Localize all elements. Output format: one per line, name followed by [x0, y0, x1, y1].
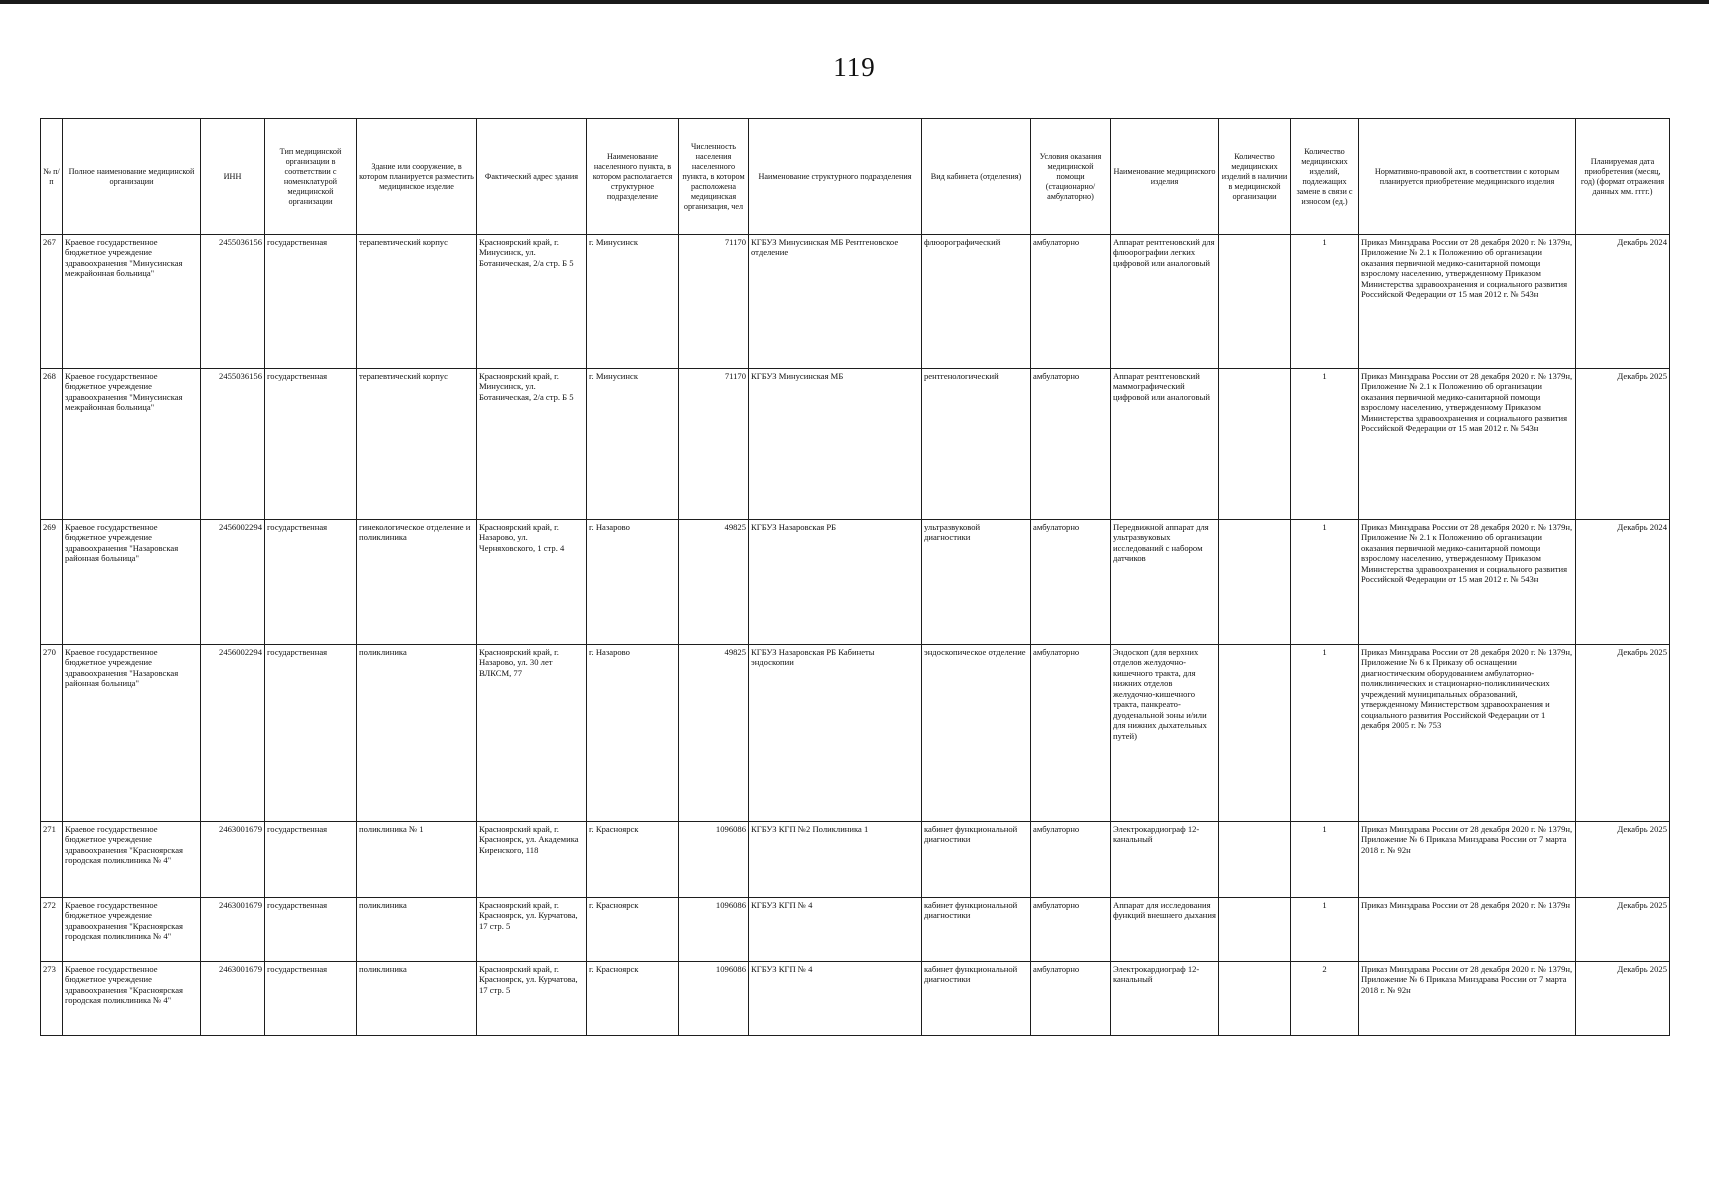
- col-header-available: Количество медицинских изделий в наличии в медицинской организации: [1219, 119, 1291, 235]
- cell-org: Краевое государственное бюджетное учреждение здравоохранения "Красноярская городская поликлиника № 4": [63, 898, 201, 962]
- cell-address: Красноярский край, г. Красноярск, ул. Курчатова, 17 стр. 5: [477, 898, 587, 962]
- cell-inn: 2456002294: [201, 645, 265, 822]
- cell-date: Декабрь 2025: [1576, 898, 1670, 962]
- cell-org: Краевое государственное бюджетное учреждение здравоохранения "Красноярская городская поликлиника № 4": [63, 822, 201, 898]
- cell-replace: 1: [1291, 235, 1359, 369]
- cell-no: 269: [41, 520, 63, 645]
- cell-inn: 2455036156: [201, 369, 265, 520]
- cell-available: [1219, 520, 1291, 645]
- cell-settlement: г. Минусинск: [587, 369, 679, 520]
- cell-act: Приказ Минздрава России от 28 декабря 2020 г. № 1379н, Приложение № 2.1 к Положению об организации оказания первичной медико-санитарной помощи взрослому населению, утвержденному Приказом Министерства здравоохранения и социального развития Российской Федерации от 15 мая 2012 г. № 543н: [1359, 520, 1576, 645]
- cell-date: Декабрь 2024: [1576, 520, 1670, 645]
- cell-no: 273: [41, 962, 63, 1036]
- cell-cabinet: ультразвуковой диагностики: [922, 520, 1031, 645]
- cell-act: Приказ Минздрава России от 28 декабря 2020 г. № 1379н, Приложение № 6 к Приказу об оснащении диагностическим оборудованием амбулаторно-поликлинических и стационарно-поликлинических учреждений муниципальных образований, утвержденному Министерством здравоохранения и социального развития Российской Федерации от 1 декабря 2005 г. № 753: [1359, 645, 1576, 822]
- equipment-table: [40, 118, 1670, 1036]
- cell-cabinet: эндоскопическое отделение: [922, 645, 1031, 822]
- table-row: [41, 235, 1670, 369]
- cell-cabinet: флюорографический: [922, 235, 1031, 369]
- cell-unit: КГБУЗ Назаровская РБ: [749, 520, 922, 645]
- cell-building: поликлиника: [357, 645, 477, 822]
- cell-building: поликлиника № 1: [357, 822, 477, 898]
- cell-replace: 1: [1291, 645, 1359, 822]
- cell-address: Красноярский край, г. Красноярск, ул. Академика Киренского, 118: [477, 822, 587, 898]
- cell-conditions: амбулаторно: [1031, 822, 1111, 898]
- col-header-replace: Количество медицинских изделий, подлежащих замене в связи с износом (ед.): [1291, 119, 1359, 235]
- cell-type: государственная: [265, 235, 357, 369]
- cell-population: 1096086: [679, 822, 749, 898]
- col-header-date: Планируемая дата приобретения (месяц, год) (формат отражения данных мм. гггг.): [1576, 119, 1670, 235]
- col-header-address: Фактический адрес здания: [477, 119, 587, 235]
- cell-type: государственная: [265, 898, 357, 962]
- page-number: 119: [833, 52, 876, 82]
- cell-available: [1219, 235, 1291, 369]
- scan-top-border: [0, 0, 1709, 4]
- cell-settlement: г. Красноярск: [587, 898, 679, 962]
- cell-replace: 1: [1291, 520, 1359, 645]
- cell-act: Приказ Минздрава России от 28 декабря 2020 г. № 1379н, Приложение № 6 Приказа Минздрава России от 7 марта 2018 г. № 92н: [1359, 962, 1576, 1036]
- col-header-type: Тип медицинской организации в соответствии с номенклатурой медицинской организации: [265, 119, 357, 235]
- cell-population: 71170: [679, 235, 749, 369]
- table-row: [41, 645, 1670, 822]
- cell-no: 267: [41, 235, 63, 369]
- cell-type: государственная: [265, 962, 357, 1036]
- cell-cabinet: рентгенологический: [922, 369, 1031, 520]
- cell-replace: 1: [1291, 822, 1359, 898]
- cell-building: терапевтический корпус: [357, 235, 477, 369]
- cell-act: Приказ Минздрава России от 28 декабря 2020 г. № 1379н, Приложение № 2.1 к Положению об организации оказания первичной медико-санитарной помощи взрослому населению, утвержденному Приказом Министерства здравоохранения и социального развития Российской Федерации от 15 мая 2012 г. № 543н: [1359, 235, 1576, 369]
- cell-date: Декабрь 2025: [1576, 962, 1670, 1036]
- cell-unit: КГБУЗ Минусинская МБ Рентгеновское отделение: [749, 235, 922, 369]
- cell-device: Электрокардиограф 12-канальный: [1111, 822, 1219, 898]
- table-header-row: [41, 119, 1670, 235]
- cell-device: Аппарат рентгеновский для флюорографии легких цифровой или аналоговый: [1111, 235, 1219, 369]
- cell-date: Декабрь 2025: [1576, 822, 1670, 898]
- cell-date: Декабрь 2025: [1576, 369, 1670, 520]
- cell-no: 272: [41, 898, 63, 962]
- col-header-conditions: Условия оказания медицинской помощи (стационарно/ амбулаторно): [1031, 119, 1111, 235]
- cell-cabinet: кабинет функциональной диагностики: [922, 962, 1031, 1036]
- cell-address: Красноярский край, г. Минусинск, ул. Ботаническая, 2/а стр. Б 5: [477, 235, 587, 369]
- cell-unit: КГБУЗ Минусинская МБ: [749, 369, 922, 520]
- cell-population: 1096086: [679, 962, 749, 1036]
- cell-population: 49825: [679, 520, 749, 645]
- col-header-unit: Наименование структурного подразделения: [749, 119, 922, 235]
- table-row: [41, 898, 1670, 962]
- cell-conditions: амбулаторно: [1031, 520, 1111, 645]
- cell-act: Приказ Минздрава России от 28 декабря 2020 г. № 1379н, Приложение № 6 Приказа Минздрава России от 7 марта 2018 г. № 92н: [1359, 822, 1576, 898]
- cell-available: [1219, 962, 1291, 1036]
- table-row: [41, 369, 1670, 520]
- cell-org: Краевое государственное бюджетное учреждение здравоохранения "Минусинская межрайонная больница": [63, 235, 201, 369]
- cell-type: государственная: [265, 369, 357, 520]
- cell-conditions: амбулаторно: [1031, 235, 1111, 369]
- cell-replace: 1: [1291, 369, 1359, 520]
- cell-population: 71170: [679, 369, 749, 520]
- cell-type: государственная: [265, 822, 357, 898]
- col-header-cabinet: Вид кабинета (отделения): [922, 119, 1031, 235]
- cell-building: гинекологическое отделение и поликлиника: [357, 520, 477, 645]
- cell-unit: КГБУЗ КГП № 4: [749, 962, 922, 1036]
- cell-address: Красноярский край, г. Назарово, ул. 30 лет ВЛКСМ, 77: [477, 645, 587, 822]
- cell-device: Эндоскоп (для верхних отделов желудочно-кишечного тракта, для нижних отделов желудочно-кишечного тракта, панкреато-дуоденальной зоны и/или для нижних дыхательных путей): [1111, 645, 1219, 822]
- cell-act: Приказ Минздрава России от 28 декабря 2020 г. № 1379н, Приложение № 2.1 к Положению об организации оказания первичной медико-санитарной помощи взрослому населению, утвержденному Приказом Министерства здравоохранения и социального развития Российской Федерации от 15 мая 2012 г. № 543н: [1359, 369, 1576, 520]
- cell-date: Декабрь 2025: [1576, 645, 1670, 822]
- cell-address: Красноярский край, г. Минусинск, ул. Ботаническая, 2/а стр. Б 5: [477, 369, 587, 520]
- cell-cabinet: кабинет функциональной диагностики: [922, 822, 1031, 898]
- table-row: [41, 962, 1670, 1036]
- cell-building: поликлиника: [357, 898, 477, 962]
- col-header-device: Наименование медицинского изделия: [1111, 119, 1219, 235]
- cell-device: Аппарат для исследования функций внешнего дыхания: [1111, 898, 1219, 962]
- table-row: [41, 520, 1670, 645]
- col-header-no: № п/п: [41, 119, 63, 235]
- cell-inn: 2456002294: [201, 520, 265, 645]
- cell-device: Электрокардиограф 12-канальный: [1111, 962, 1219, 1036]
- col-header-org: Полное наименование медицинской организации: [63, 119, 201, 235]
- cell-unit: КГБУЗ Назаровская РБ Кабинеты эндоскопии: [749, 645, 922, 822]
- cell-available: [1219, 822, 1291, 898]
- cell-no: 270: [41, 645, 63, 822]
- cell-available: [1219, 369, 1291, 520]
- cell-conditions: амбулаторно: [1031, 962, 1111, 1036]
- cell-building: терапевтический корпус: [357, 369, 477, 520]
- cell-available: [1219, 898, 1291, 962]
- col-header-inn: ИНН: [201, 119, 265, 235]
- cell-inn: 2455036156: [201, 235, 265, 369]
- cell-settlement: г. Красноярск: [587, 962, 679, 1036]
- col-header-act: Нормативно-правовой акт, в соответствии с которым планируется приобретение медицинского изделия: [1359, 119, 1576, 235]
- cell-org: Краевое государственное бюджетное учреждение здравоохранения "Назаровская районная больница": [63, 645, 201, 822]
- table-row: [41, 822, 1670, 898]
- cell-settlement: г. Красноярск: [587, 822, 679, 898]
- cell-conditions: амбулаторно: [1031, 645, 1111, 822]
- col-header-settlement: Наименование населенного пункта, в котором располагается структурное подразделение: [587, 119, 679, 235]
- cell-org: Краевое государственное бюджетное учреждение здравоохранения "Красноярская городская поликлиника № 4": [63, 962, 201, 1036]
- cell-date: Декабрь 2024: [1576, 235, 1670, 369]
- cell-device: Аппарат рентгеновский маммографический цифровой или аналоговый: [1111, 369, 1219, 520]
- cell-population: 1096086: [679, 898, 749, 962]
- cell-settlement: г. Минусинск: [587, 235, 679, 369]
- cell-address: Красноярский край, г. Назарово, ул. Черняховского, 1 стр. 4: [477, 520, 587, 645]
- cell-org: Краевое государственное бюджетное учреждение здравоохранения "Назаровская районная больница": [63, 520, 201, 645]
- cell-settlement: г. Назарово: [587, 520, 679, 645]
- cell-inn: 2463001679: [201, 822, 265, 898]
- col-header-building: Здание или сооружение, в котором планируется разместить медицинское изделие: [357, 119, 477, 235]
- cell-act: Приказ Минздрава России от 28 декабря 2020 г. № 1379н: [1359, 898, 1576, 962]
- cell-no: 271: [41, 822, 63, 898]
- cell-device: Передвижной аппарат для ультразвуковых исследований с набором датчиков: [1111, 520, 1219, 645]
- cell-inn: 2463001679: [201, 962, 265, 1036]
- cell-unit: КГБУЗ КГП №2 Поликлиника 1: [749, 822, 922, 898]
- cell-org: Краевое государственное бюджетное учреждение здравоохранения "Минусинская межрайонная больница": [63, 369, 201, 520]
- cell-settlement: г. Назарово: [587, 645, 679, 822]
- cell-type: государственная: [265, 645, 357, 822]
- cell-population: 49825: [679, 645, 749, 822]
- cell-address: Красноярский край, г. Красноярск, ул. Курчатова, 17 стр. 5: [477, 962, 587, 1036]
- cell-available: [1219, 645, 1291, 822]
- cell-cabinet: кабинет функциональной диагностики: [922, 898, 1031, 962]
- cell-no: 268: [41, 369, 63, 520]
- cell-inn: 2463001679: [201, 898, 265, 962]
- cell-conditions: амбулаторно: [1031, 898, 1111, 962]
- cell-replace: 2: [1291, 962, 1359, 1036]
- col-header-population: Численность населения населенного пункта, в котором расположена медицинская организация, чел: [679, 119, 749, 235]
- cell-building: поликлиника: [357, 962, 477, 1036]
- cell-replace: 1: [1291, 898, 1359, 962]
- cell-conditions: амбулаторно: [1031, 369, 1111, 520]
- cell-type: государственная: [265, 520, 357, 645]
- cell-unit: КГБУЗ КГП № 4: [749, 898, 922, 962]
